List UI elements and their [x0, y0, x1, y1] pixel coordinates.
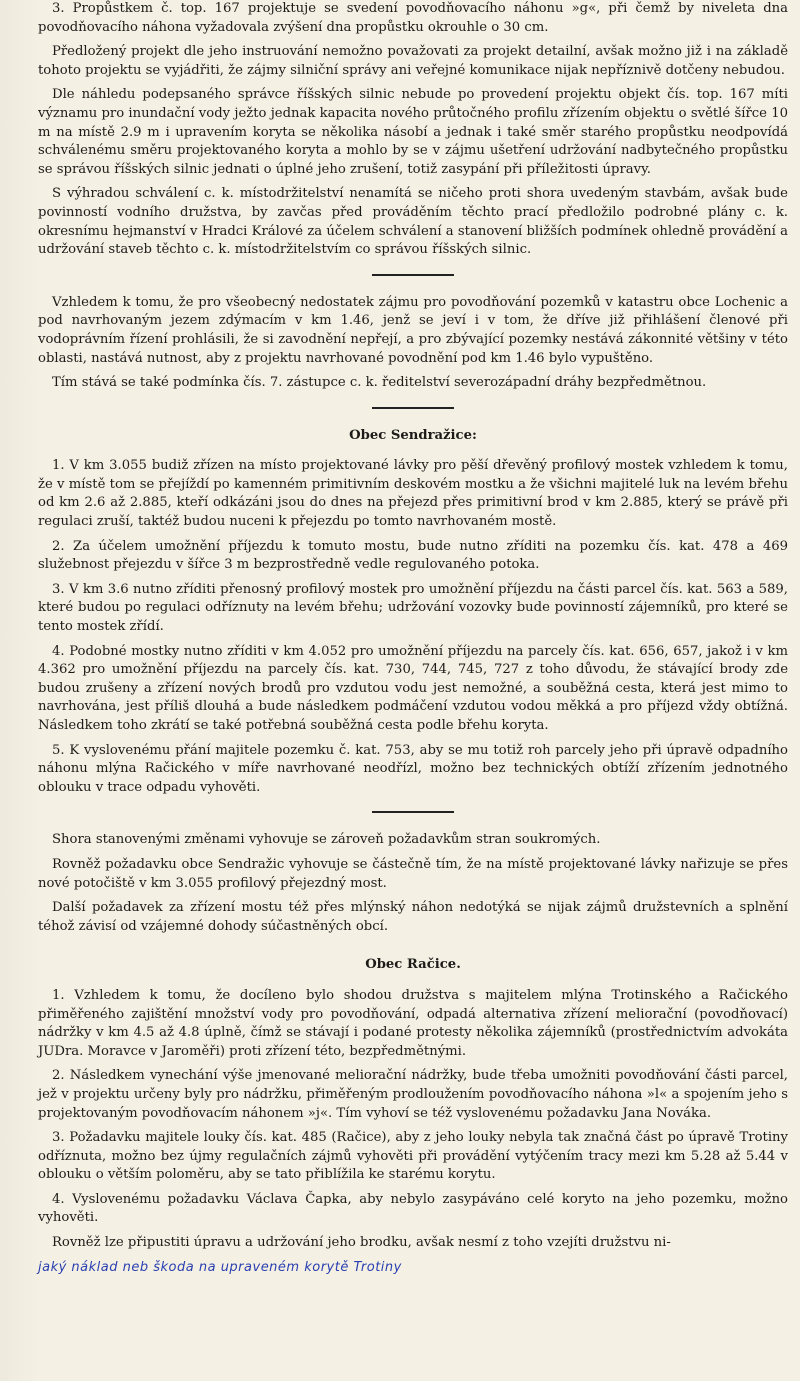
paragraph-racice-1: 1. Vzhledem k tomu, že docíleno bylo shodou družstva s majitelem mlýna Trotinského a Račického přiměřeného zajištění množství vody pro povodňování, odpadá alternativa zřízení meliorační (povodňovací) nádržky v km 4.5 až 4.8 úplně, čímž se stávají i podané protesty několika zájemníků (prostřednictvím advokáta JUDra. Moravce v Jaroměři) proti zřízení této, bezpředmětnými. — [38, 987, 788, 1059]
paragraph-pozadavek-obce: Rovněž požadavku obce Sendražic vyhovuje se částečně tím, že na místě projektované lávky nařizuje se přes nové potočiště v km 3.055 profilový přejezdný most. — [38, 856, 788, 891]
paragraph-propustek: 3. Propůstkem č. top. 167 projektuje se svedení povodňovacího náhonu »g«, při čemž by niveleta dna povodňovacího náhona vyžadovala zvýšení dna propůstku okrouhle o 30 cm. — [38, 1, 788, 35]
paragraph-sendrazice-3: 3. V km 3.6 nutno zříditi přenosný profilový mostek pro umožnění příjezdu na části parcel čís. kat. 563 a 589, které budou po regulaci odříznuty na levém břehu; udržování vozovky bude povinností zájemníků, pro které se tento mostek zřídí. — [38, 581, 788, 635]
paragraph-nahled: Dle náhledu podepsaného správce říšských silnic nebude po provedení projektu objekt čís. top. 167 míti významu pro inundační vody ježto jednak kapacita nového průtočného profilu zřízením objektu o světlé šířce 10 m na místě 2.9 m i upravením koryta se několika násobí a jednak i také směr starého propůstku neodpovídá schválenému směru projektovaného koryta a mohlo by se v zájmu ušetření udržování nadbytečného propůstku se správou říšských silnic jednati o úplné jeho zrušení, totiž zasypání při příležitosti úpravy. — [38, 87, 788, 177]
handwritten-note: jaký náklad neb škoda na upraveném korytě Trotiny — [38, 1259, 402, 1275]
paragraph-brodek: Rovněž lze připustiti úpravu a udržování jeho brodku, avšak nesmí z toho vzejíti družstvu ni- — [52, 1235, 671, 1251]
paragraph-sendrazice-2: 2. Za účelem umožnění příjezdu k tomuto mostu, bude nutno zříditi na pozemku čís. kat. 478 a 469 služebnost přejezdu v šířce 3 m bezprostředně vedle regulovaného potoka. — [38, 538, 788, 573]
paragraph-racice-3: 3. Požadavku majitele louky čís. kat. 485 (Račice), aby z jeho louky nebyla tak značná část po úpravě Trotiny odříznuta, možno bez újmy regulačních zájmů vyhověti při provádění vytýčením tracy mezi km 5.28 až 5.44 v oblouku o větším poloměru, aby se tato přiblížila ke starému korytu. — [38, 1130, 788, 1183]
paragraph-sendrazice-5: 5. K vyslovenému přání majitele pozemku č. kat. 753, aby se mu totiž roh parcely jeho při úpravě odpadního náhonu mlýna Račického v míře navrhované neodřízl, možno bez technických obtíží zřízením jednotného oblouku v trace odpadu vyhověti. — [38, 742, 788, 795]
heading-sendrazice: Obec Sendražice: — [349, 427, 477, 443]
paragraph-lochenice: Vzhledem k tomu, že pro všeobecný nedostatek zájmu pro povodňování pozemků v katastru obce Lochenic a pod navrhovaným jezem zdýmacím v km 1.46, jenž se jeví i v tom, že dříve již přihlášení členové při vodoprávním řízení prohlásili, že si zavodnění nepřejí, a pro zbývající pozemky nestává zákonnité většiny v této oblasti, nastává nutnost, aby z projektu navrhované povodnění pod km 1.46 bylo vypuštěno. — [38, 294, 788, 366]
section-divider — [372, 811, 454, 813]
section-divider — [372, 407, 454, 409]
paragraph-zmeny: Shora stanovenými změnami vyhovuje se zároveň požadavkům stran soukromých. — [52, 832, 601, 848]
paragraph-sendrazice-1: 1. V km 3.055 budiž zřízen na místo projektované lávky pro pěší dřevěný profilový mostek vzhledem k tomu, že v místě tom se přejíždí po kamenném primitivním deskovém mostku a že všichni majitelé luk na levém břehu od km 2.6 až 2.885, kteří odkázáni jsou do dnes na přejezd přes primitivní brod v km 2.885, který se právě při regulaci zruší, taktéž budou nuceni k přejezdu po tomto navrhovaném mostě. — [38, 458, 788, 530]
section-divider — [372, 274, 454, 276]
paragraph-projekt: Předložený projekt dle jeho instruování nemožno považovati za projekt detailní, avšak možno již i na základě tohoto projektu se vyjádřiti, že zájmy silniční správy ani veřejné komunikace nijak nepříznivě dotčeny nebudou. — [38, 44, 788, 78]
paragraph-dalsi-pozadavek: Další požadavek za zřízení mostu též přes mlýnský náhon nedotýká se nijak zájmů družstevních a splnění téhož závisí od vzájemné dohody súčastněných obcí. — [38, 900, 788, 934]
paragraph-sendrazice-4: 4. Podobné mostky nutno zříditi v km 4.052 pro umožnění příjezdu na parcely čís. kat. 656, 657, jakož i v km 4.362 pro umožnění příjezdu na parcely čís. kat. 730, 744, 745, 727 z toho důvodu, že stávající brody zde budou zrušeny a zřízení nových brodů pro vzdutou vodu jest nemožné, a souběžná cesta, která jest mimo to navrhována, jest příliš dlouhá a bude následkem podmáčení vzdutou vodou měkká a pro příjezd vždy obtížná. Následkem toho zkrátí se také potřebná souběžná cesta podle břehu koryta. — [38, 643, 788, 733]
paragraph-podminka: Tím stává se také podmínka čís. 7. zástupce c. k. ředitelství severozápadní dráhy bezpředmětnou. — [52, 375, 707, 391]
paragraph-racice-2: 2. Následkem vynechání výše jmenované meliorační nádržky, bude třeba umožniti povodňování části parcel, jež v projektu určeny byly pro nádržku, přiměřeným prodloužením povodňovacího náhona »l« a spojením jeho s projektovaným povodňovacím náhonem »j«. Tím vyhoví se též vyslovenému požadavku Jana Nováka. — [38, 1068, 788, 1121]
heading-racice: Obec Račice. — [365, 957, 461, 973]
paragraph-vyhrada: S výhradou schválení c. k. místodržitelství nenamítá se ničeho proti shora uvedeným stavbám, avšak bude povinností vodního družstva, by zavčas před prováděním těchto prací předložilo podrobné plány c. k. okresnímu hejmanství v Hradci Králové za účelem schválení a stanovení bližších podmínek ohledně provádění a udržování staveb těchto c. k. místodržitelstvím co správou říšských silnic. — [38, 186, 788, 258]
paragraph-racice-4: 4. Vyslovenému požadavku Václava Čapka, aby nebylo zasypáváno celé koryto na jeho pozemku, možno vyhověti. — [38, 1191, 788, 1226]
